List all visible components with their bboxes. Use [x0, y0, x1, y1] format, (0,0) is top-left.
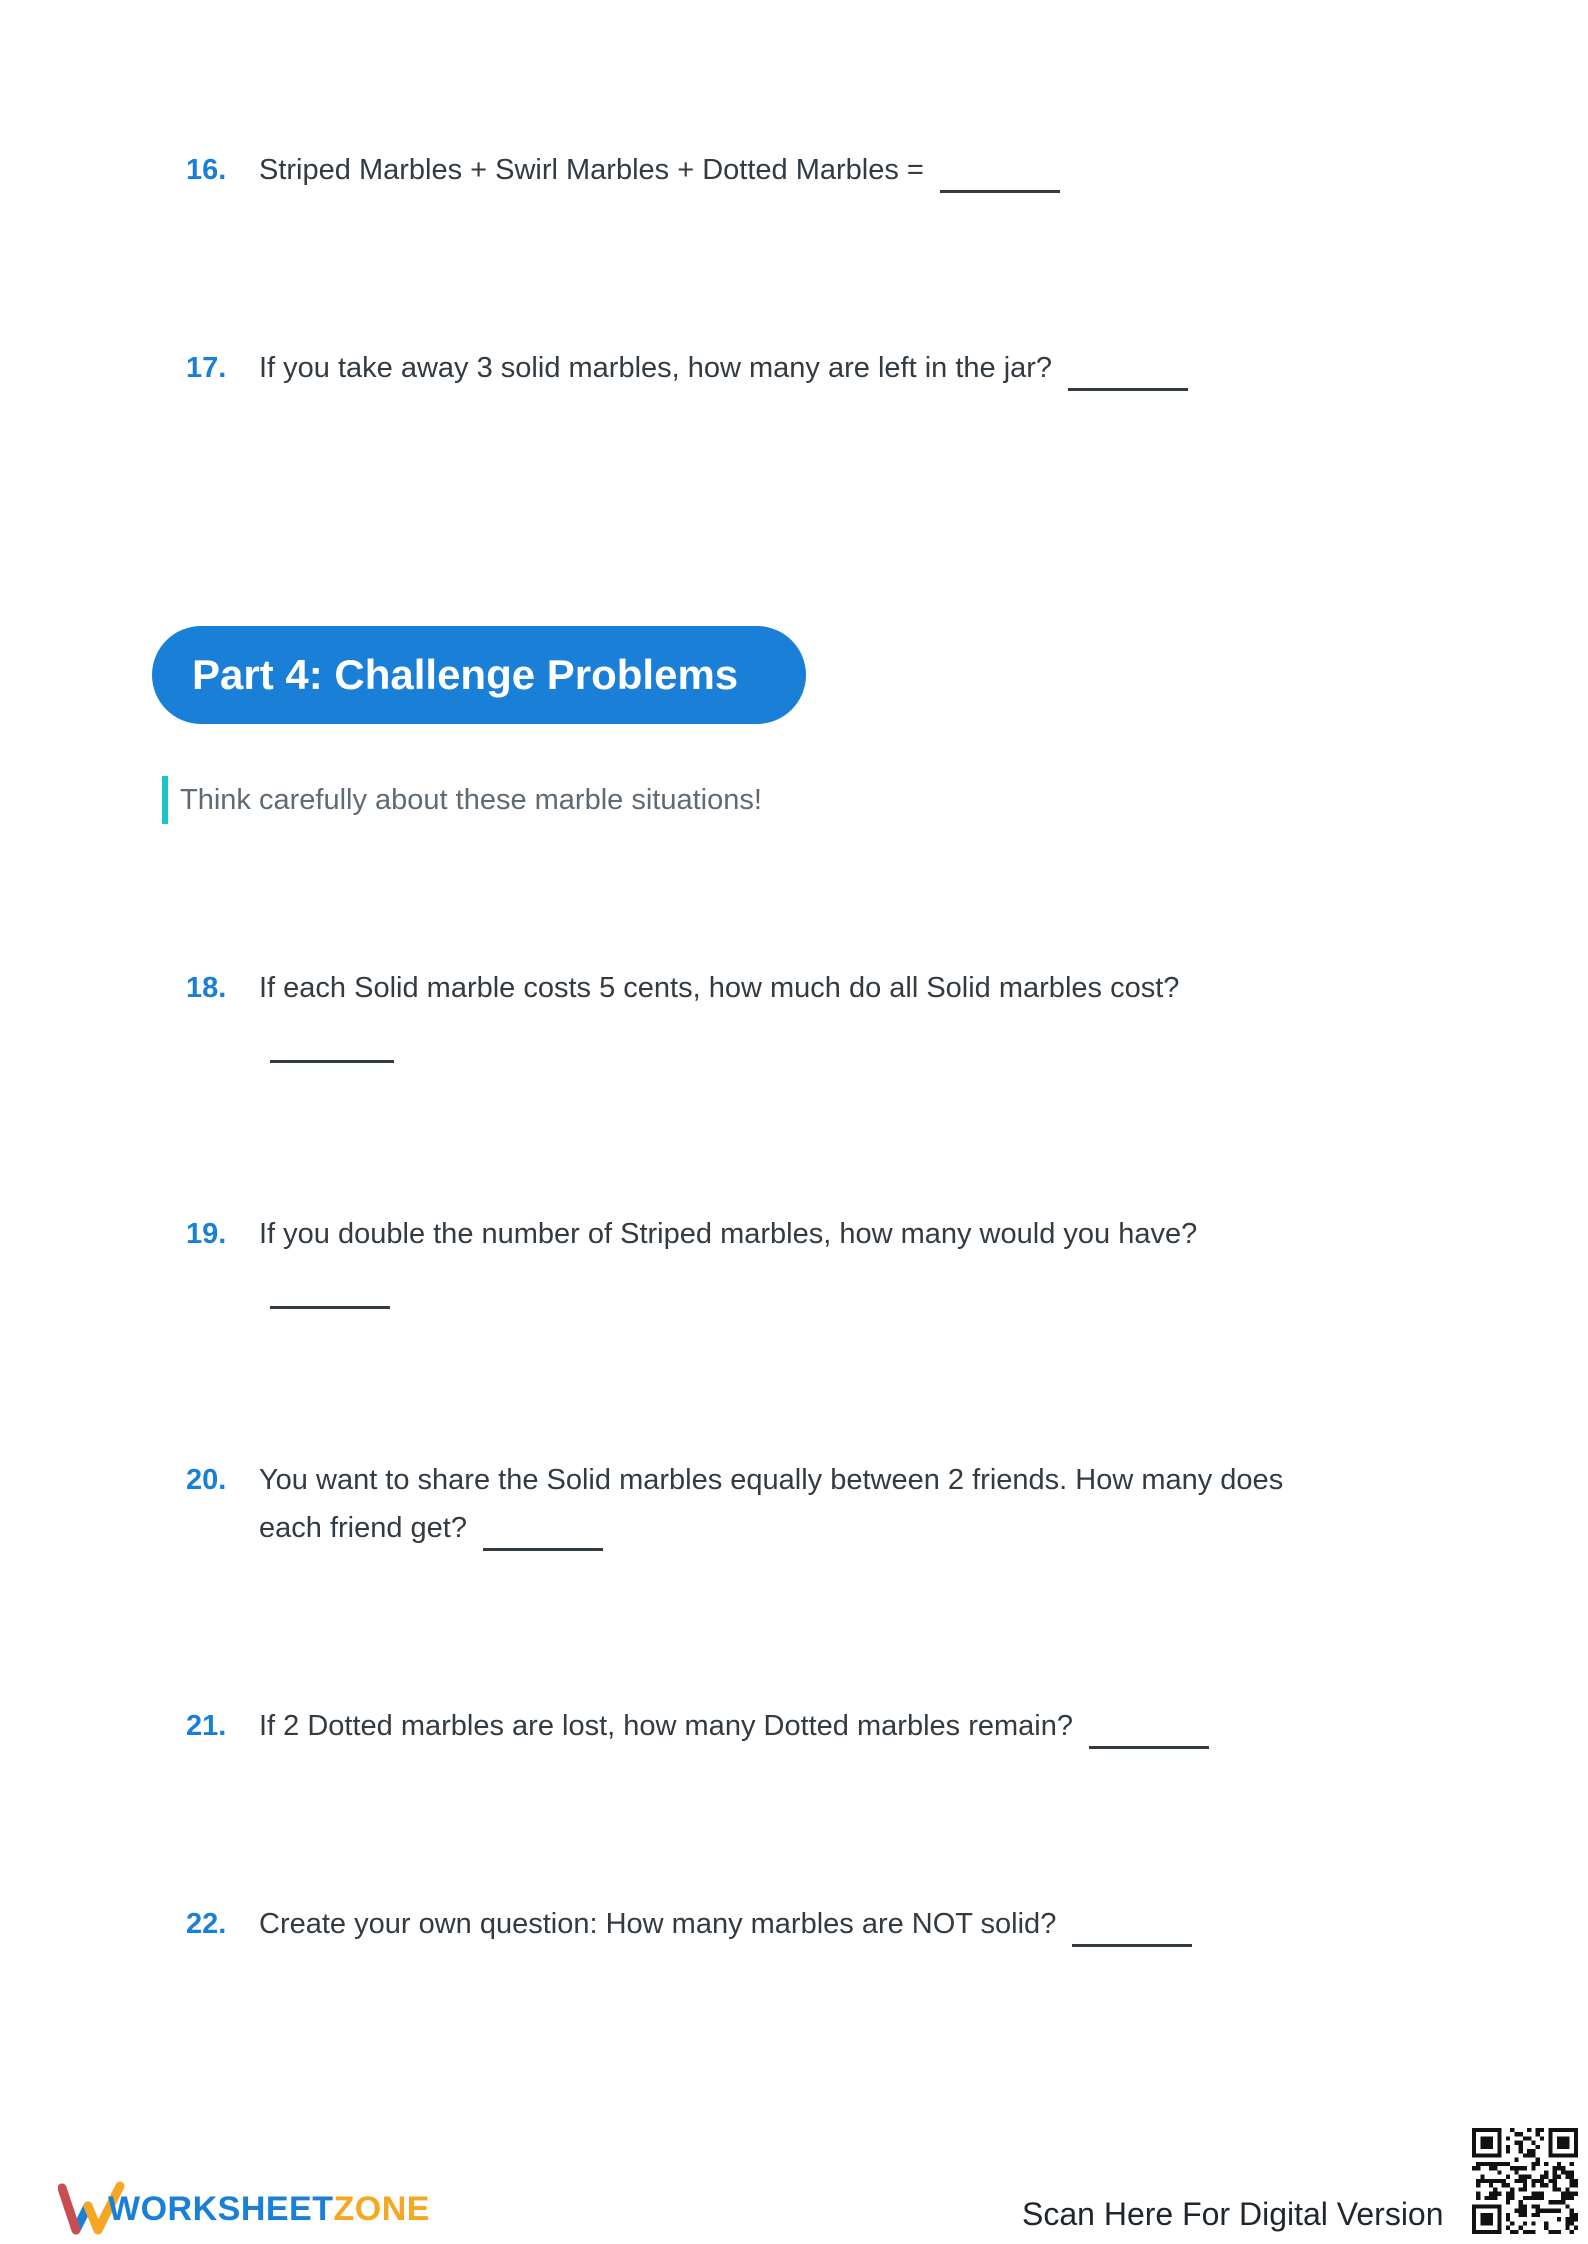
question-text: If 2 Dotted marbles are lost, how many Dotted marbles remain?	[259, 1710, 1073, 1742]
brand-worksheet: WORKSHEET	[108, 2190, 334, 2228]
question-19	[186, 1210, 1366, 1330]
answer-blank[interactable]	[1068, 388, 1188, 391]
part-4-instruction: Think carefully about these marble situations!	[162, 776, 762, 824]
question-text: If you double the number of Striped marbles, how many would you have?	[259, 1218, 1198, 1250]
question-18	[186, 964, 1366, 1084]
answer-blank[interactable]	[1072, 1944, 1192, 1947]
question-number: 19.	[186, 1218, 227, 1250]
question-text-wrap	[259, 1900, 1359, 1948]
part-4-heading: Part 4: Challenge Problems	[152, 626, 806, 724]
question-number: 18.	[186, 972, 227, 1004]
question-text: If each Solid marble costs 5 cents, how much do all Solid marbles cost?	[259, 972, 1180, 1004]
question-text-wrap	[259, 964, 1359, 1012]
question-text-wrap	[259, 344, 1359, 392]
question-text-wrap	[259, 1456, 1339, 1552]
answer-blank[interactable]	[483, 1548, 603, 1551]
answer-blank[interactable]	[270, 1306, 390, 1309]
qr-code-icon[interactable]	[1472, 2128, 1578, 2234]
question-text: You want to share the Solid marbles equally between 2 friends. How many does each friend get?	[259, 1464, 1284, 1544]
question-number: 16.	[186, 154, 227, 186]
question-text: If you take away 3 solid marbles, how many are left in the jar?	[259, 352, 1053, 384]
question-text-wrap	[259, 146, 1359, 194]
footer-brand[interactable]	[108, 2187, 430, 2231]
question-number: 22.	[186, 1908, 227, 1940]
question-text: Create your own question: How many marbles are NOT solid?	[259, 1908, 1057, 1940]
question-number: 21.	[186, 1710, 227, 1742]
question-number: 20.	[186, 1464, 227, 1496]
brand-zone: ZONE	[333, 2190, 430, 2228]
question-text-wrap	[259, 1702, 1359, 1750]
question-text: Striped Marbles + Swirl Marbles + Dotted Marbles =	[259, 154, 924, 186]
scan-caption: Scan Here For Digital Version	[1022, 2196, 1444, 2232]
question-text-wrap	[259, 1210, 1359, 1258]
question-number: 17.	[186, 352, 227, 384]
answer-blank[interactable]	[940, 190, 1060, 193]
answer-blank[interactable]	[270, 1060, 394, 1063]
answer-blank[interactable]	[1089, 1746, 1209, 1749]
